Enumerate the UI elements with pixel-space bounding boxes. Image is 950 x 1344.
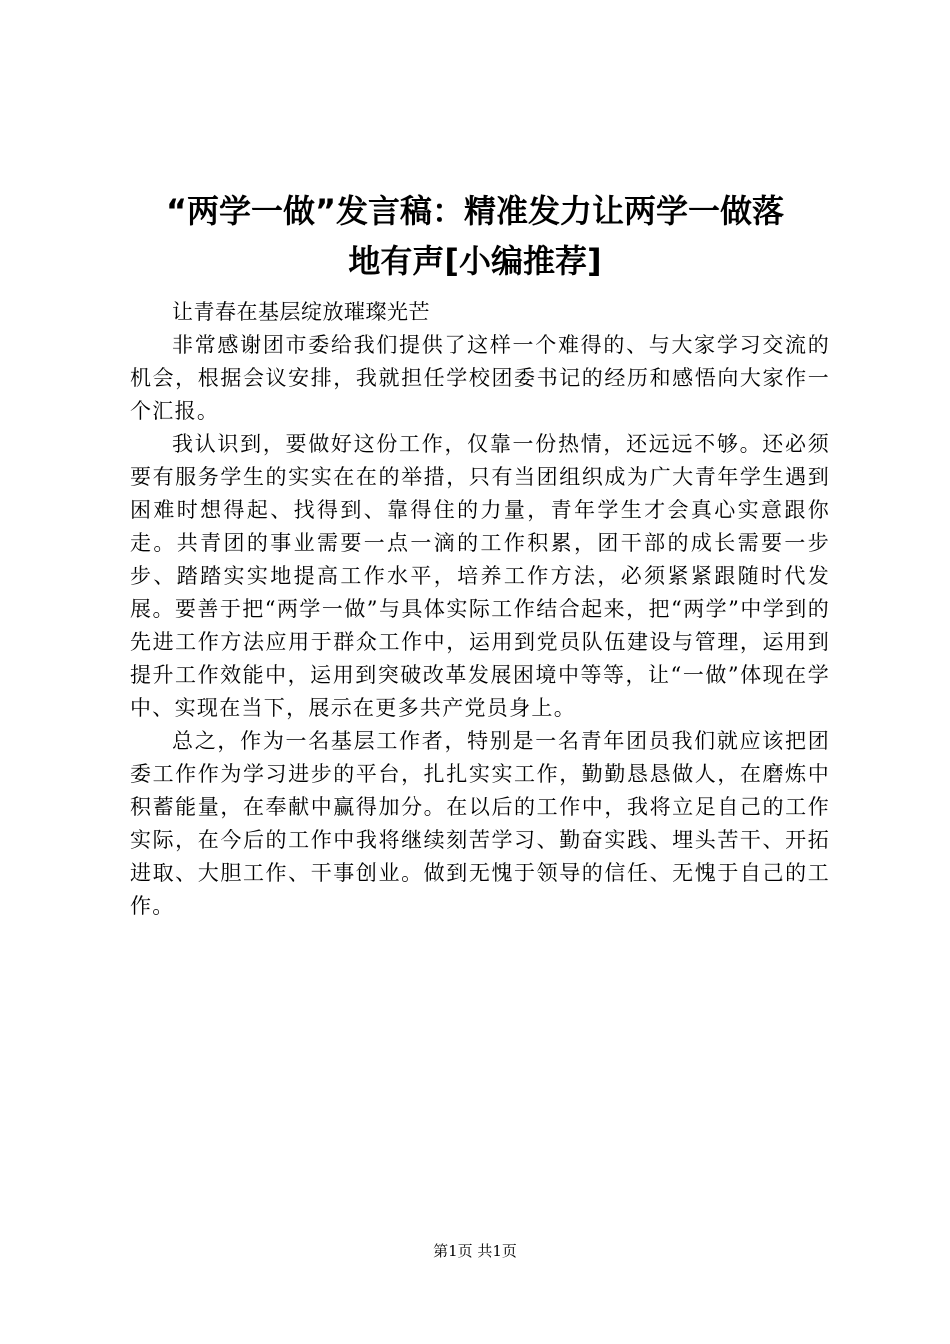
page-footer: 第1页 共1页	[433, 1242, 517, 1260]
paragraph-3: 总之，作为一名基层工作者，特别是一名青年团员我们就应该把团委工作作为学习进步的平台，扎扎实实工作，勤勤恳恳做人，在磨炼中积蓄能量，在奉献中赢得加分。在以后的工作中，我将立足自己的工作实际，在今后的工作中我将继续刻苦学习、勤奋实践、埋头苦干、开拓进取、大胆工作、干事创业。做到无愧于领导的信任、无愧于自己的工作。	[130, 729, 830, 918]
title-line-2: 地有声[小编推荐]	[348, 242, 602, 280]
paragraph-1: 非常感谢团市委给我们提供了这样一个难得的、与大家学习交流的机会，根据会议安排，我就担任学校团委书记的经历和感悟向大家作一个汇报。	[130, 333, 830, 423]
title-line-1: “两学一做”发言稿：精准发力让两学一做落	[165, 192, 785, 230]
document-subtitle: 让青春在基层绽放璀璨光芒	[172, 300, 430, 324]
document-title	[120, 186, 830, 286]
paragraph-2: 我认识到，要做好这份工作，仅靠一份热情，还远远不够。还必须要有服务学生的实实在在的举措，只有当团组织成为广大青年学生遇到困难时想得起、找得到、靠得住的力量，青年学生才会真心实意跟你走。共青团的事业需要一点一滴的工作积累，团干部的成长需要一步步、踏踏实实地提高工作水平，培养工作方法，必须紧紧跟随时代发展。要善于把“两学一做”与具体实际工作结合起来，把“两学”中学到的先进工作方法应用于群众工作中，运用到党员队伍建设与管理，运用到提升工作效能中，运用到突破改革发展困境中等等，让“一做”体现在学中、实现在当下，展示在更多共产党员身上。	[130, 432, 830, 720]
document-body	[130, 296, 830, 923]
